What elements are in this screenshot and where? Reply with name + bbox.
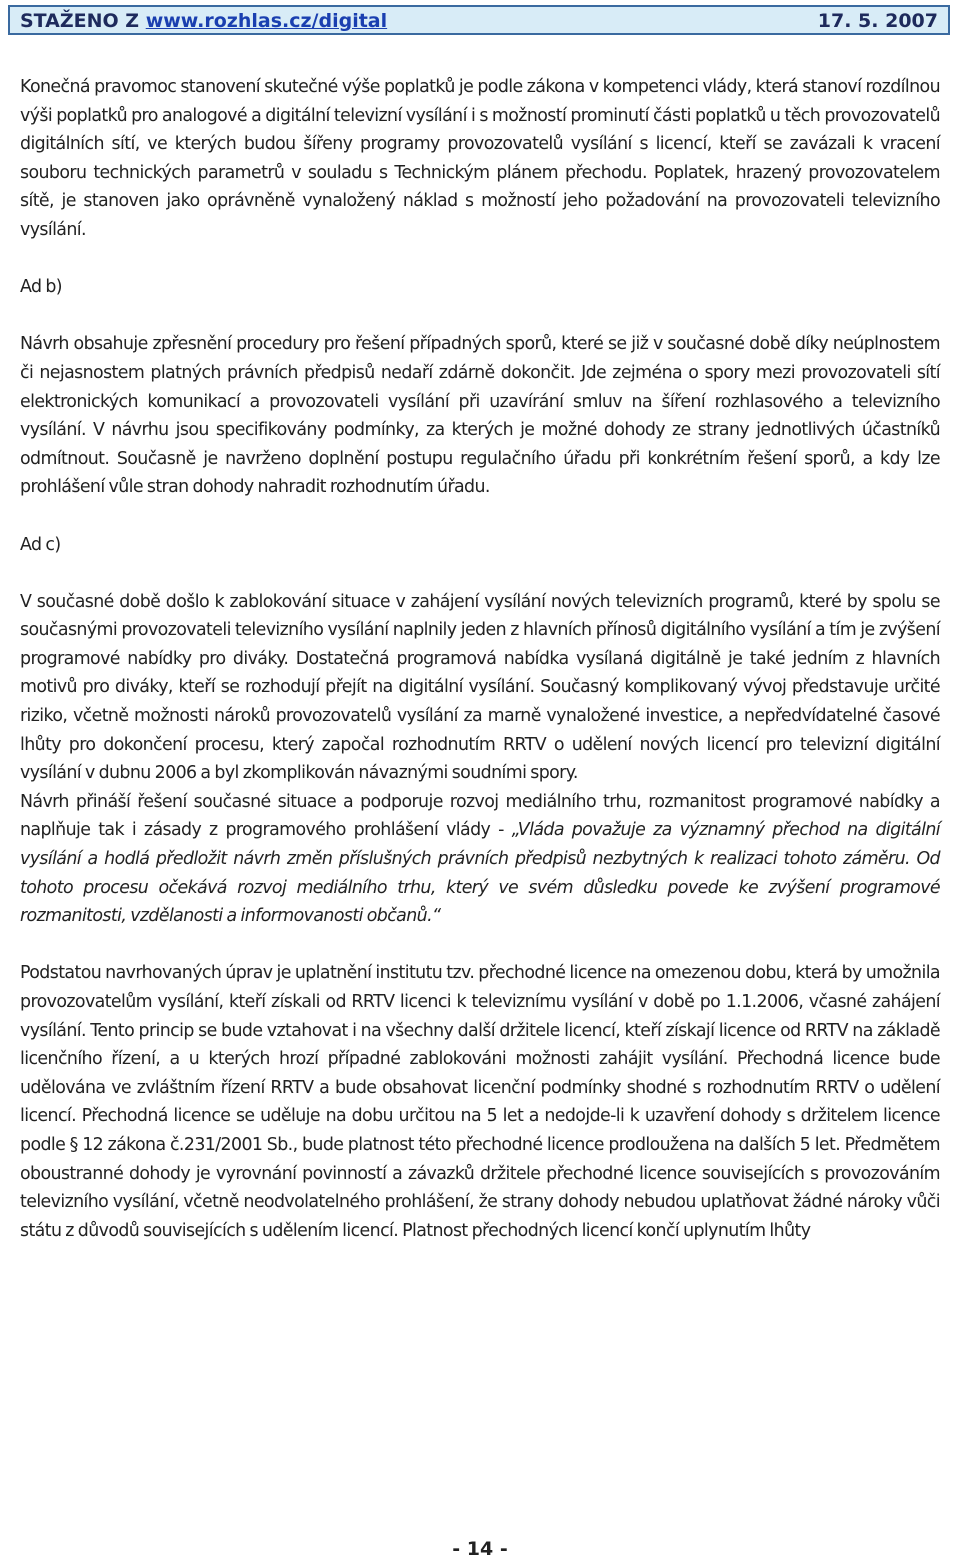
download-header-banner [8,5,950,35]
page-number: - 14 - [452,1538,508,1560]
paragraph-transitional-licence: Podstatou navrhovaných úprav je uplatnění institutu tzv. přechodné licence na omezenou dobu, která by umožnila provozovatelům vysílání, kteří získali od RRTV licenci k televiznímu vysílání v době po 1.1.2006, včasné zahájení vysílání. Tento princip se bude vztahovat i na všechny další držitele licencí, kteří získají licence od RRTV na základě licenčního řízení, a u kterých hrozí případné zablokováni možnosti zahájit vysílání. Přechodná licence bude udělována ve zvláštním řízení RRTV a bude obsahovat licenční podmínky shodné s rozhodnutím RRTV o udělení licencí. Přechodná licence se uděluje na dobu určitou na 5 let a nedojde-li k uzavření dohody s držitelem licence podle § 12 zákona č.231/2001 Sb., bude platnost této přechodné licence prodloužena na dalších 5 let. Předmětem oboustranné dohody je vyrovnání povinností a závazků držitele přechodné licence souvisejících s provozováním televizního vysílání, včetně neodvolatelného prohlášení, že strany dohody nebudou uplatňovat žádné nároky vůči státu z důvodů souvisejících s udělením licencí. Platnost přechodných licencí končí uplynutím lhůty [20,963,940,1241]
header-link[interactable]: www.rozhlas.cz/digital [145,10,388,32]
header-prefix: STAŽENO Z [20,10,146,32]
document-body [20,73,940,1245]
header-source [20,10,387,32]
section-heading-ad-b: Ad b) [20,277,62,298]
paragraph-fees: Konečná pravomoc stanovení skutečné výše poplatků je podle zákona v kompetenci vlády, která stanoví rozdílnou výši poplatků pro analogové a digitální televizní vysílání i s možností prominutí části poplatků u těch provozovatelů digitálních sítí, ve kterých budou šířeny programy provozovatelů vysílání s licencí, kteří se zavázali k vracení souboru technických parametrů v souladu s Technickým plánem přechodu. Poplatek, hrazený provozovatelem sítě, je stanoven jako oprávněně vynaložený náklad s možností jeho požadování na provozovateli televizního vysílání. [20,77,940,240]
paragraph-proposal [20,788,940,931]
government-quote: „Vláda považuje za významný přechod na digitální vysílání a hodlá předložit návrh změn příslušných právních předpisů nezbytných k realizaci tohoto záměru. Od tohoto procesu očekává rozvoj mediálního trhu, který ve svém důsledku povede ke zvýšení programové rozmanitosti, vzdělanosti a informovanosti občanů.“ [20,820,940,927]
proposal-text: Návrh přináší řešení současné situace a podporuje rozvoj mediálního trhu, rozmanitost programové nabídky a naplňuje tak i zásady z programového prohlášení vlády - [20,791,940,841]
paragraph-disputes: Návrh obsahuje zpřesnění procedury pro řešení případných sporů, které se již v současné době díky neúplnostem či nejasnostem platných právních předpisů nedaří zdárně dokončit. Jde zejména o spory mezi provozovateli sítí elektronických komunikací a provozovateli vysílání při uzavírání smluv na šíření rozhlasového a televizního vysílání. V návrhu jsou specifikovány podmínky, za kterých je možné dohody ze strany jednotlivých účastníků odmítnout. Současně je navrženo doplnění postupu regulačního úřadu při konkrétním řešení sporů, a kdy lze prohlášení vůle stran dohody nahradit rozhodnutím úřadu. [20,334,940,498]
header-date: 17. 5. 2007 [817,10,938,32]
section-heading-ad-c: Ad c) [20,534,61,555]
paragraph-current-situation: V současné době došlo k zablokování situace v zahájení vysílání nových televizních programů, které by spolu se současnými provozovateli televizního vysílání naplnily jeden z hlavních přínosů digitálního vysílání a tím je zvýšení programové nabídky pro diváky. Dostatečná programová nabídka vysílaná digitálně je také jedním z hlavních motivů pro diváky, kteří se rozhodují přejít na digitální vysílání. Současný komplikovaný vývoj představuje určité riziko, včetně možnosti nároků provozovatelů vysílání za marně vynaložené investice, a nepředvídatelné časové lhůty pro dokončení procesu, který započal rozhodnutím RRTV o udělení nových licencí pro televizní digitální vysílání v dubnu 2006 a byl zkomplikován návaznými soudními spory. [20,591,940,784]
